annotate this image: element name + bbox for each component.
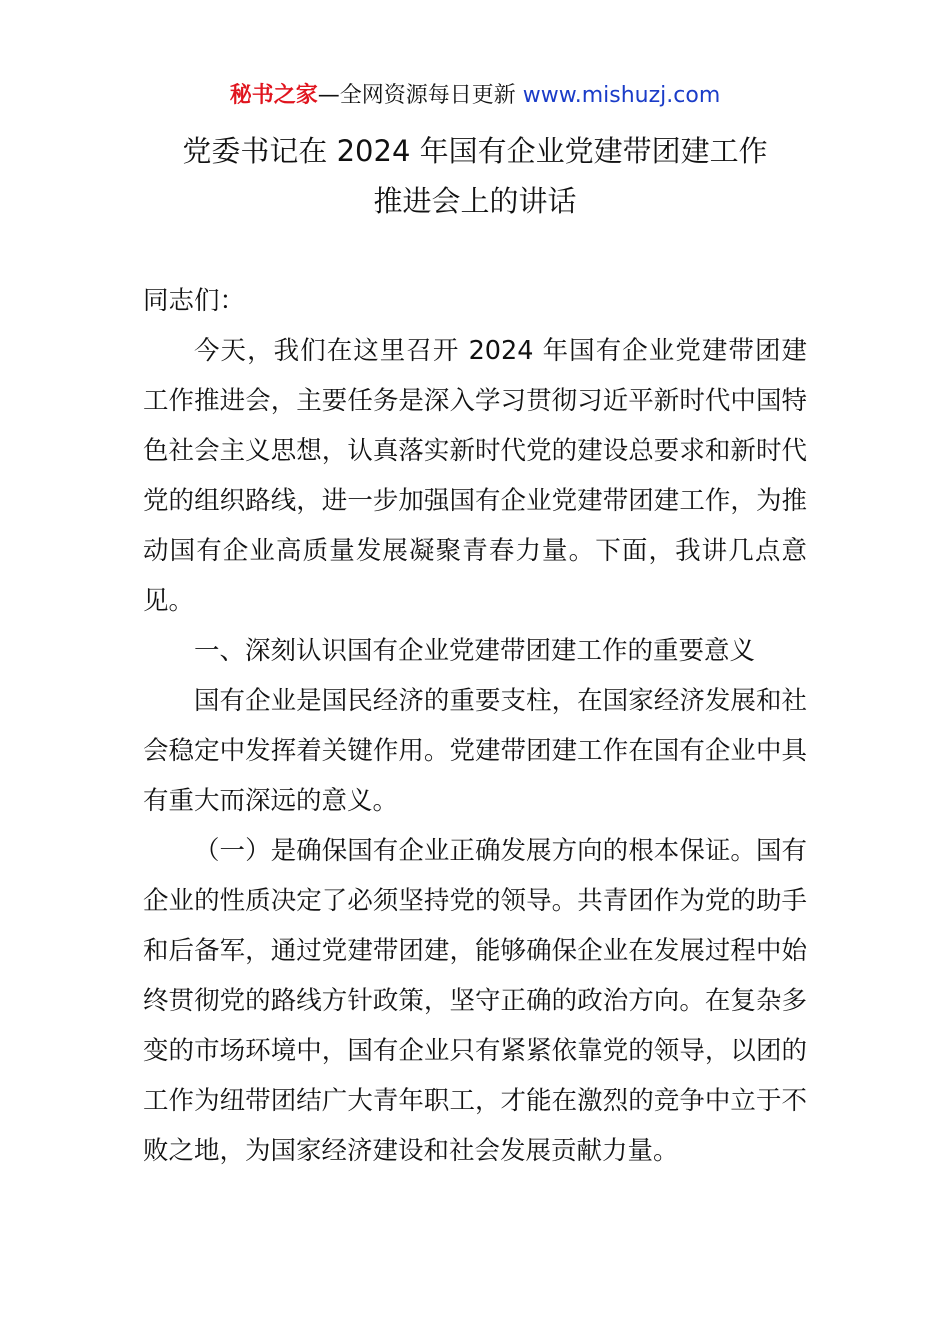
section-heading-1: 一、深刻认识国有企业党建带团建工作的重要意义	[194, 636, 756, 666]
paragraph-section-1: 国有企业是国民经济的重要支柱，在国家经济发展和社会稳定中发挥着关键作用。党建带团建工作在国有企业中具有重大而深远的意义。	[143, 686, 807, 816]
site-url-link[interactable]: www.mishuzj.com	[522, 83, 721, 108]
site-header	[0, 80, 950, 112]
title-line-1: 党委书记在 2024 年国有企业党建带团建工作	[182, 134, 768, 168]
document-body	[143, 276, 807, 1176]
brand-name: 秘书之家	[229, 83, 318, 108]
title-line-2: 推进会上的讲话	[373, 184, 577, 218]
paragraph-intro: 今天，我们在这里召开 2024 年国有企业党建带团建工作推进会，主要任务是深入学习贯彻习近平新时代中国特色社会主义思想，认真落实新时代党的建设总要求和新时代党的组织路线，进一步加强国有企业党建带团建工作，为推动国有企业高质量发展凝聚青春力量。下面，我讲几点意见。	[143, 336, 807, 616]
paragraph-subsection-1: （一）是确保国有企业正确发展方向的根本保证。国有企业的性质决定了必须坚持党的领导。共青团作为党的助手和后备军，通过党建带团建，能够确保企业在发展过程中始终贯彻党的路线方针政策，坚守正确的政治方向。在复杂多变的市场环境中，国有企业只有紧紧依靠党的领导，以团的工作为纽带团结广大青年职工，才能在激烈的竞争中立于不败之地，为国家经济建设和社会发展贡献力量。	[143, 836, 807, 1166]
salutation: 同志们：	[143, 286, 246, 316]
site-slogan: —全网资源每日更新	[317, 83, 523, 108]
document-title	[0, 126, 950, 226]
